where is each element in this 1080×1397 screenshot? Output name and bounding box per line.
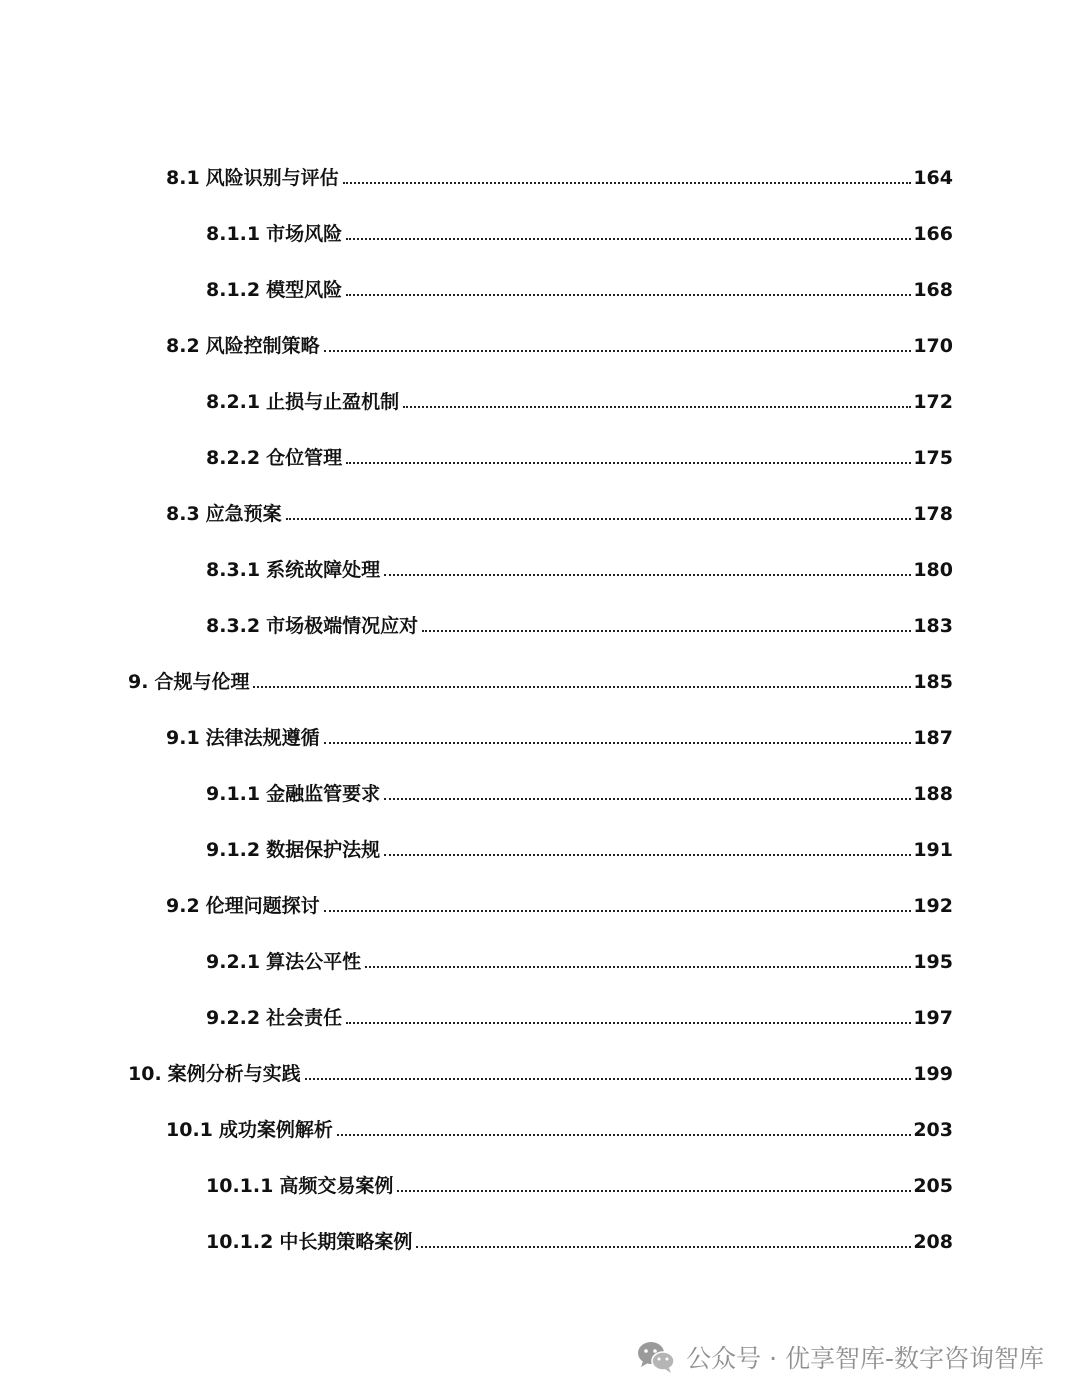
toc-entry-page: 180 — [913, 558, 953, 581]
toc-entry-number: 10.1.2 — [206, 1230, 274, 1253]
toc-dot-leader — [346, 294, 911, 296]
toc-entry-page: 195 — [913, 950, 953, 973]
toc-entry-page: 192 — [913, 894, 953, 917]
toc-entry-line — [206, 1230, 953, 1253]
toc-entry-number: 9.1.1 — [206, 782, 261, 805]
toc-entry-page: 183 — [913, 614, 953, 637]
toc-entry-number: 8.2.1 — [206, 390, 261, 413]
toc-entry-line — [206, 1174, 953, 1197]
toc-entry-number: 8.1 — [166, 166, 200, 189]
toc-entry-page: 197 — [913, 1006, 953, 1029]
toc-entry[interactable] — [0, 430, 1080, 486]
toc-entry-line — [206, 950, 953, 973]
toc-dot-leader — [337, 1134, 911, 1136]
toc-dot-leader — [346, 238, 911, 240]
toc-entry-page: 170 — [913, 334, 953, 357]
toc-entry-line — [166, 1118, 953, 1141]
toc-entry-number: 8.1.2 — [206, 278, 261, 301]
toc-entry[interactable] — [0, 1046, 1080, 1102]
watermark-footer — [636, 1339, 1044, 1375]
toc-entry-page: 178 — [913, 502, 953, 525]
toc-entry-title: 高频交易案例 — [279, 1174, 394, 1197]
toc-entry[interactable] — [0, 654, 1080, 710]
toc-entry-number: 9.2 — [166, 894, 200, 917]
toc-entry-line — [206, 390, 953, 413]
toc-entry-number: 9.1.2 — [206, 838, 261, 861]
toc-entry[interactable] — [0, 1102, 1080, 1158]
toc-entry[interactable] — [0, 1214, 1080, 1270]
toc-entry-title: 市场风险 — [266, 222, 343, 245]
toc-entry-title: 仓位管理 — [266, 446, 343, 469]
toc-entry-line — [206, 222, 953, 245]
toc-entry[interactable] — [0, 318, 1080, 374]
toc-entry-number: 8.3.2 — [206, 614, 261, 637]
toc-entry-title: 系统故障处理 — [266, 558, 381, 581]
toc-dot-leader — [324, 910, 912, 912]
toc-entry-line — [128, 1062, 953, 1085]
toc-entry[interactable] — [0, 598, 1080, 654]
toc-entry[interactable] — [0, 934, 1080, 990]
toc-entry-page: 205 — [913, 1174, 953, 1197]
toc-entry-line — [166, 894, 953, 917]
toc-entry-page: 172 — [913, 390, 953, 413]
toc-entry-number: 10. — [128, 1062, 162, 1085]
toc-entry-title: 风险识别与评估 — [205, 166, 339, 189]
toc-dot-leader — [416, 1246, 911, 1248]
toc-entry-title: 合规与伦理 — [154, 670, 250, 693]
toc-entry-line — [206, 782, 953, 805]
toc-entry[interactable] — [0, 262, 1080, 318]
toc-dot-leader — [346, 462, 911, 464]
toc-entry-title: 中长期策略案例 — [279, 1230, 413, 1253]
toc-entry-title: 模型风险 — [266, 278, 343, 301]
toc-entry-line — [166, 166, 953, 189]
toc-entry-page: 185 — [913, 670, 953, 693]
toc-entry-page: 164 — [913, 166, 953, 189]
toc-entry[interactable] — [0, 822, 1080, 878]
toc-entry-page: 203 — [913, 1118, 953, 1141]
toc-entry[interactable] — [0, 710, 1080, 766]
toc-entry[interactable] — [0, 150, 1080, 206]
toc-entry-line — [206, 1006, 953, 1029]
toc-entry-title: 应急预案 — [205, 502, 282, 525]
toc-entry-line — [206, 838, 953, 861]
footer-text: 公众号 · 优享智库-数字咨询智库 — [686, 1344, 1044, 1373]
toc-entry[interactable] — [0, 990, 1080, 1046]
toc-entry-line — [206, 278, 953, 301]
toc-entry-number: 8.1.1 — [206, 222, 261, 245]
toc-entry-number: 9.1 — [166, 726, 200, 749]
toc-entry-page: 187 — [913, 726, 953, 749]
toc-entry-line — [166, 502, 953, 525]
toc-dot-leader — [346, 1022, 911, 1024]
toc-entry-page: 166 — [913, 222, 953, 245]
toc-entry[interactable] — [0, 374, 1080, 430]
toc-dot-leader — [403, 406, 911, 408]
toc-entry-number: 9. — [128, 670, 149, 693]
toc-entry-title: 伦理问题探讨 — [205, 894, 320, 917]
toc-entry-title: 法律法规遵循 — [205, 726, 320, 749]
toc-entry-number: 9.2.2 — [206, 1006, 261, 1029]
toc-dot-leader — [324, 742, 912, 744]
toc-entry-number: 8.2.2 — [206, 446, 261, 469]
toc-entry-number: 8.3.1 — [206, 558, 261, 581]
toc-entry-title: 数据保护法规 — [266, 838, 381, 861]
toc-dot-leader — [253, 686, 911, 688]
toc-entry-title: 社会责任 — [266, 1006, 343, 1029]
toc-dot-leader — [384, 798, 911, 800]
toc-entry-page: 199 — [913, 1062, 953, 1085]
toc-entry-title: 市场极端情况应对 — [266, 614, 419, 637]
wechat-icon — [636, 1340, 676, 1374]
toc-entry-title: 算法公平性 — [266, 950, 362, 973]
toc-entry-number: 10.1 — [166, 1118, 213, 1141]
toc-dot-leader — [324, 350, 912, 352]
toc-entry-page: 191 — [913, 838, 953, 861]
toc-dot-leader — [286, 518, 912, 520]
table-of-contents — [0, 150, 1080, 1270]
toc-entry[interactable] — [0, 206, 1080, 262]
toc-dot-leader — [384, 574, 911, 576]
toc-entry-number: 8.3 — [166, 502, 200, 525]
toc-dot-leader — [422, 630, 911, 632]
toc-entry-title: 风险控制策略 — [205, 334, 320, 357]
toc-entry-title: 案例分析与实践 — [167, 1062, 301, 1085]
toc-entry-number: 9.2.1 — [206, 950, 261, 973]
toc-entry[interactable] — [0, 486, 1080, 542]
toc-entry-title: 止损与止盈机制 — [266, 390, 400, 413]
toc-entry-page: 208 — [913, 1230, 953, 1253]
toc-entry-line — [166, 726, 953, 749]
toc-entry-number: 8.2 — [166, 334, 200, 357]
toc-entry-page: 168 — [913, 278, 953, 301]
toc-dot-leader — [343, 182, 912, 184]
toc-dot-leader — [397, 1190, 911, 1192]
toc-entry[interactable] — [0, 542, 1080, 598]
toc-entry-line — [206, 446, 953, 469]
toc-dot-leader — [365, 966, 911, 968]
toc-entry-title: 成功案例解析 — [218, 1118, 333, 1141]
toc-entry[interactable] — [0, 766, 1080, 822]
toc-dot-leader — [384, 854, 911, 856]
toc-entry-title: 金融监管要求 — [266, 782, 381, 805]
toc-entry-line — [128, 670, 953, 693]
toc-entry[interactable] — [0, 878, 1080, 934]
toc-entry-line — [166, 334, 953, 357]
toc-entry-line — [206, 614, 953, 637]
toc-entry[interactable] — [0, 1158, 1080, 1214]
toc-entry-page: 188 — [913, 782, 953, 805]
toc-dot-leader — [305, 1078, 912, 1080]
toc-entry-line — [206, 558, 953, 581]
toc-entry-page: 175 — [913, 446, 953, 469]
toc-entry-number: 10.1.1 — [206, 1174, 274, 1197]
